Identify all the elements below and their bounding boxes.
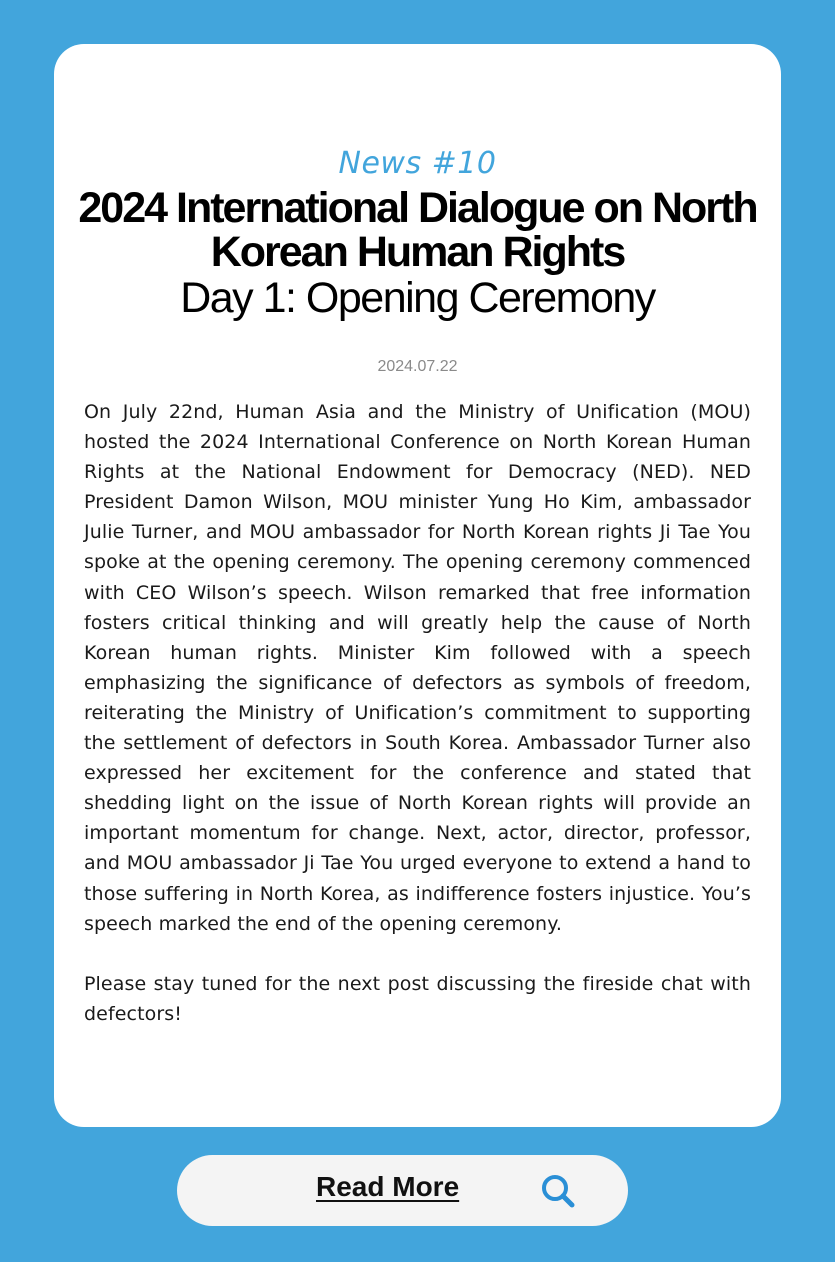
news-number: News #10 <box>338 146 497 181</box>
headline: 2024 International Dialogue on North Korean Human Rights <box>78 184 757 276</box>
article-body <box>84 397 751 1059</box>
news-card <box>54 44 781 1127</box>
search-icon[interactable] <box>539 1172 577 1210</box>
article-paragraph: Please stay tuned for the next post discussing the fireside chat with defectors! <box>84 972 751 1025</box>
subheadline: Day 1: Opening Ceremony <box>180 274 655 322</box>
post-date: 2024.07.22 <box>377 358 458 375</box>
read-more-button[interactable] <box>177 1155 628 1226</box>
read-more-label[interactable]: Read More <box>316 1171 460 1202</box>
article-paragraph: On July 22nd, Human Asia and the Ministry of Unification (MOU) hosted the 2024 International Conference on North Korean Human Rights at the National Endowment for Democracy (NED). NED President Damon Wilson, MOU minister Yung Ho Kim, ambassador Julie Turner, and MOU ambassador for North Korean rights Ji Tae You spoke at the opening ceremony. The opening ceremony commenced with CEO Wilson’s speech. Wilson remarked that free information fosters critical thinking and will greatly help the cause of North Korean human rights. Minister Kim followed with a speech emphasizing the significance of defectors as symbols of freedom, reiterating the Ministry of Unification’s commitment to supporting the settlement of defectors in South Korea. Ambassador Turner also expressed her excitement for the conference and stated that shedding light on the issue of North Korean rights will provide an important momentum for change. Next, actor, director, professor, and MOU ambassador Ji Tae You urged everyone to extend a hand to those suffering in North Korea, as indifference fosters injustice. You’s speech marked the end of the opening ceremony. <box>84 401 751 935</box>
